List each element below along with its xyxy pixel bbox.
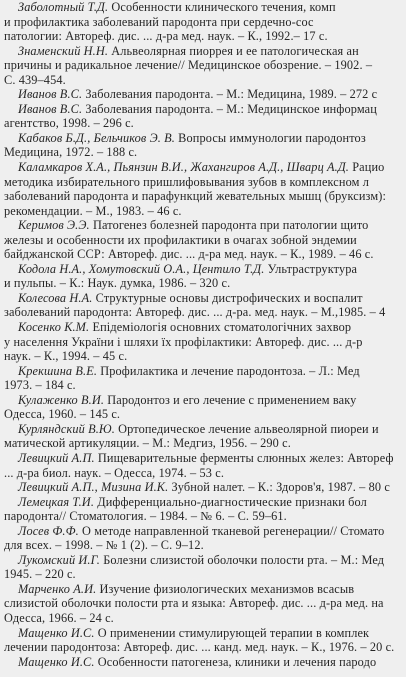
entry-text: патологии: Автореф. дис. ... д-ра мед. наук. – К., 1992.– 17 с. (4, 29, 328, 44)
entry-text: Пародонтоз и его лечение с применением ваку (104, 392, 357, 407)
entry-text: и профилактика заболеваний пародонта при сердечно-сос (4, 14, 314, 29)
entry-text: Дифференциально-диагностические признаки бол (94, 494, 367, 509)
entry-author: Мащенко И.С. (18, 625, 95, 640)
entry-text: причины и радикальное лечение// Медицинское обозрение. – 1902. – (4, 58, 373, 73)
entry-continuation-line (4, 436, 396, 451)
entry-text: Заболевания пародонта. – М.: Медицина, 1989. – 272 с (82, 87, 378, 102)
entry-text: Ультраструктура (264, 261, 358, 276)
entry-continuation-line (4, 349, 396, 364)
entry-first-line (4, 87, 396, 102)
entry-author: Иванов В.С. (18, 101, 83, 116)
entry-text: Особенности клинического течения, комп (108, 0, 336, 14)
entry-text: 1973. – 184 с. (4, 378, 76, 393)
entry-text: слизистой оболочки полости рта и языка: Автореф. дис. ... д-ра мед. на (4, 596, 384, 611)
entry-text: Заболевания пародонта. – М.: Медицинское информац (82, 101, 377, 116)
entry-first-line (4, 262, 396, 277)
entry-text: методика избирательного пришлифовывания зубов в комплексном л (4, 174, 369, 189)
entry-continuation-line (4, 466, 396, 481)
bibliography-entry (4, 451, 396, 480)
bibliography-entry (4, 102, 396, 131)
entry-continuation-line (4, 640, 396, 655)
entry-continuation-line (4, 276, 396, 291)
entry-author: Заболотный Т.Д. (18, 0, 109, 14)
entry-continuation-line (4, 73, 396, 88)
entry-first-line (4, 44, 396, 59)
bibliography-entry (4, 218, 396, 262)
entry-author: Лосев Ф.Ф. (18, 523, 79, 538)
entry-text: Ортопедическое лечение альвеолярной пиореи и (114, 421, 379, 436)
entry-text: Болезни слизистой оболочки полости рта. – М.: Мед (100, 552, 385, 567)
entry-author: Косенко К.М. (18, 320, 90, 335)
entry-first-line (4, 102, 396, 117)
entry-text: ... д-ра биол. наук. – Одесса, 1974. – 53 с. (4, 465, 225, 480)
entry-author: Кулаженко В.И. (18, 392, 105, 407)
entry-continuation-line (4, 596, 396, 611)
entry-text: Одесса, 1960. – 145 с. (4, 407, 121, 422)
entry-text: у населення України і шляхи їх профілактики: Автореф. дис. ... д-р (4, 334, 363, 349)
entry-author: Мащенко И.С. (18, 654, 95, 669)
bibliography-entry (4, 495, 396, 524)
bibliography-entry (4, 422, 396, 451)
bibliography-entry (4, 553, 396, 582)
entry-first-line (4, 422, 396, 437)
entry-author: Каламкаров Х.А., Пьянзин В.И., Жахангиров А.Д., Шварц А.Д. (18, 160, 350, 175)
entry-first-line (4, 131, 396, 146)
entry-continuation-line (4, 567, 396, 582)
entry-text: С. 439–454. (4, 72, 66, 87)
entry-author: Кабаков Б.Д., Бельчиков Э. В. (18, 130, 175, 145)
bibliography-entry (4, 393, 396, 422)
entry-first-line (4, 291, 396, 306)
entry-first-line (4, 393, 396, 408)
entry-text: Патогенез болезней пародонта при патологии щито (89, 218, 369, 233)
entry-author: Керимов Э.Э. (18, 218, 90, 233)
entry-text: пародонта// Стоматология. – 1984. – № 6. – С. 59–61. (4, 509, 287, 524)
bibliography-entry (4, 655, 396, 670)
entry-continuation-line (4, 116, 396, 131)
entry-text: Рацио (349, 160, 385, 175)
bibliography-entry (4, 0, 396, 44)
bibliography-entry (4, 480, 396, 495)
entry-text: заболеваний пародонта и парафункций жевательных мышц (бруксизм): (4, 189, 387, 204)
entry-continuation-line (4, 58, 396, 73)
entry-text: Профилактика и лечение пародонтоза. – Л.: Мед (97, 363, 360, 378)
entry-continuation-line (4, 29, 396, 44)
entry-continuation-line (4, 378, 396, 393)
bibliography-entry (4, 131, 396, 160)
entry-text: заболеваний пародонта: Автореф. дис. ... д-ра. мед. наук. – М.,1985. – 4 (4, 305, 386, 320)
bibliography-entry (4, 87, 396, 102)
entry-text: Вопросы иммунологии пародонтоз (174, 130, 366, 145)
entry-continuation-line (4, 145, 396, 160)
entry-author: Иванов В.С. (18, 87, 83, 102)
entry-author: Колесова Н.А. (18, 290, 93, 305)
bibliography-entry (4, 160, 396, 218)
entry-first-line (4, 451, 396, 466)
entry-first-line (4, 0, 396, 15)
bibliography-entry (4, 364, 396, 393)
entry-continuation-line (4, 305, 396, 320)
entry-text: Пищеварительные ферменты слюнных желез: Автореф (94, 450, 394, 465)
bibliography-entry (4, 626, 396, 655)
bibliography-entry (4, 320, 396, 364)
bibliography-entry (4, 582, 396, 626)
entry-first-line (4, 320, 396, 335)
entry-text: для всех. – 1998. – № 1 (2). – С. 9–12. (4, 538, 204, 553)
bibliography-entry (4, 262, 396, 291)
entry-text: лечении пародонтоза: Автореф. дис. ... канд. мед. наук. – К., 1976. – 20 с. (4, 640, 395, 655)
entry-text: наук. – К., 1994. – 45 с. (4, 349, 128, 364)
entry-author: Марченко А.И. (18, 581, 97, 596)
entry-text: и пульпы. – К.: Наук. думка, 1986. – 320 с. (4, 276, 231, 291)
entry-author: Курляндский В.Ю. (18, 421, 115, 436)
entry-first-line (4, 553, 396, 568)
entry-author: Левицкий А.П., Мизина И.К. (18, 480, 169, 495)
entry-author: Крекшина В.Е. (18, 363, 98, 378)
entry-first-line (4, 160, 396, 175)
entry-text: Альвеолярная пиоррея и ее патологическая ан (108, 43, 359, 58)
entry-text: железы и особенности их профилактики в очагах зобной эндемии (4, 232, 357, 247)
entry-continuation-line (4, 335, 396, 350)
entry-continuation-line (4, 538, 396, 553)
entry-continuation-line (4, 407, 396, 422)
entry-first-line (4, 626, 396, 641)
bibliography-entry (4, 524, 396, 553)
entry-continuation-line (4, 611, 396, 626)
entry-first-line (4, 524, 396, 539)
entry-continuation-line (4, 233, 396, 248)
entry-continuation-line (4, 204, 396, 219)
entry-text: Зубной налет. – К.: Здоров'я, 1987. – 80 с (168, 480, 390, 495)
entry-first-line (4, 582, 396, 597)
entry-text: матической артикуляции. – М.: Медгиз, 1956. – 290 с. (4, 436, 291, 451)
entry-author: Кодола Н.А., Хомутовский О.А., Центило Т.Д. (18, 261, 265, 276)
bibliography-entry (4, 291, 396, 320)
entry-text: Особенности патогенеза, клиники и лечения пародо (94, 654, 377, 669)
entry-first-line (4, 495, 396, 510)
entry-continuation-line (4, 509, 396, 524)
entry-text: Структурные основы дистрофических и воспалит (92, 290, 363, 305)
entry-author: Знаменский Н.Н. (18, 43, 109, 58)
entry-text: Изучение физиологических механизмов всасыв (96, 581, 355, 596)
bibliography-entry (4, 44, 396, 88)
entry-first-line (4, 218, 396, 233)
entry-text: агентство, 1998. – 296 с. (4, 116, 134, 131)
entry-author: Левицкий А.П. (18, 450, 95, 465)
entry-continuation-line (4, 175, 396, 190)
entry-first-line (4, 655, 396, 670)
entry-text: 1945. – 220 с. (4, 567, 76, 582)
entry-continuation-line (4, 189, 396, 204)
entry-continuation-line (4, 15, 396, 30)
entry-text: Епідеміологія основних стоматологічних захвор (89, 320, 352, 335)
entry-text: Медицина, 1972. – 188 с. (4, 145, 138, 160)
entry-first-line (4, 480, 396, 495)
entry-text: О методе направленной тканевой регенерации// Стомато (78, 523, 385, 538)
entry-text: Одесса, 1966. – 24 с. (4, 610, 114, 625)
entry-author: Лукомский И.Г. (18, 552, 100, 567)
entry-text: О применении стимулирующей терапии в комплек (94, 625, 370, 640)
entry-author: Лемецкая Т.И. (18, 494, 95, 509)
entry-first-line (4, 364, 396, 379)
entry-text: байджанской ССР: Автореф. дис. ... д-ра мед. наук. – К., 1989. – 46 с. (4, 247, 374, 262)
entry-text: рекомендации. – М., 1983. – 46 с. (4, 203, 182, 218)
entry-continuation-line (4, 247, 396, 262)
